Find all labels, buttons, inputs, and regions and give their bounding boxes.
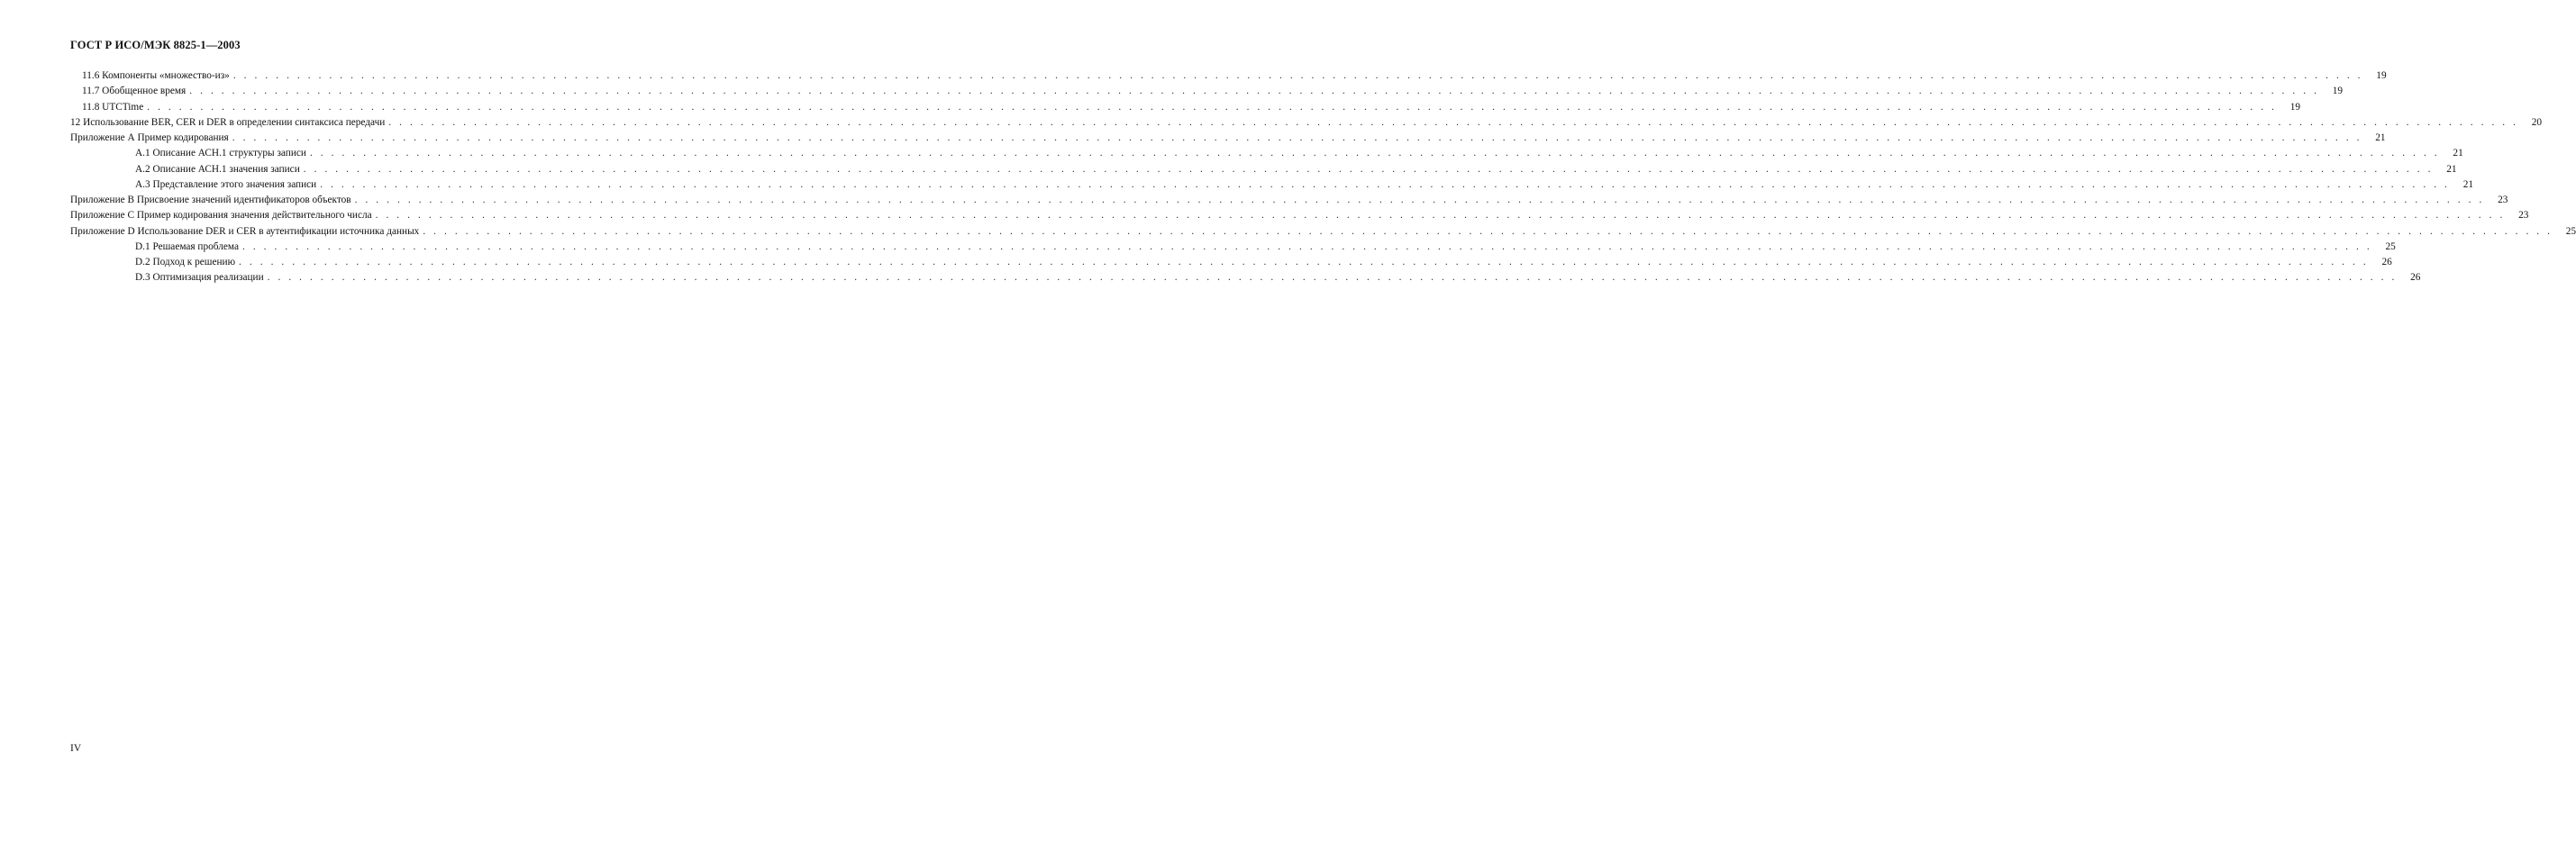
toc-entry-page: 23	[2518, 210, 2529, 222]
toc-entry	[70, 270, 2421, 286]
toc-dot-leader: . . . . . . . . . . . . . . . . . . . . . . . . . . . . . . . . . . . . . . . . . . . . . . . . . . . . . . . . . . . . . . . . . . . . . . . . . . . . . . . . . . . . . . . . . . . . . . . . . . . . . . . . . . . . . . . . . . . . . . . . . . . . . . . . . . . . . . . . . . . . . . . . . . . . . . . . . . . . . . . . . . . . . . . . . . . . . . . . . . . . . . . . . . . . . . . . . . . . . . . .	[267, 272, 2398, 284]
toc-entry-title: D.3 Оптимизация реализации	[135, 270, 268, 286]
toc-entry-page: 23	[2498, 195, 2508, 205]
toc-entry-page: 21	[2453, 148, 2463, 159]
toc-entry-page: 25	[2385, 240, 2396, 252]
toc-entry-title: D.2 Подход к решению	[135, 255, 239, 270]
toc-entry	[70, 68, 2387, 84]
page-header: ГОСТ Р ИСО/МЭК 8825-1—2003	[70, 39, 241, 51]
toc-dot-leader: . . . . . . . . . . . . . . . . . . . . . . . . . . . . . . . . . . . . . . . . . . . . . . . . . . . . . . . . . . . . . . . . . . . . . . . . . . . . . . . . . . . . . . . . . . . . . . . . . . . . . . . . . . . . . . . . . . . . . . . . . . . . . . . . . . . . . . . . . . . . . . . . . . . . . . . . . . . . . . . . . . . . . . . . . . . . . . . . . . . . . . . . . . . . . . . . . . . . . . . .	[309, 148, 2440, 159]
toc-dot-leader: . . . . . . . . . . . . . . . . . . . . . . . . . . . . . . . . . . . . . . . . . . . . . . . . . . . . . . . . . . . . . . . . . . . . . . . . . . . . . . . . . . . . . . . . . . . . . . . . . . . . . . . . . . . . . . . . . . . . . . . . . . . . . . . . . . . . . . . . . . . . . . . . . . . . . . . . . . . . . . . . . . . . . . . . . . . . . . . . . . . . . . . . . . . . . . . . . . . . . . . .	[354, 195, 2485, 205]
toc-entry-line	[70, 193, 2508, 208]
toc-entry-line	[135, 146, 2463, 161]
toc-entry-title: 11.7 Обобщенное время	[82, 84, 189, 99]
toc-dot-leader: . . . . . . . . . . . . . . . . . . . . . . . . . . . . . . . . . . . . . . . . . . . . . . . . . . . . . . . . . . . . . . . . . . . . . . . . . . . . . . . . . . . . . . . . . . . . . . . . . . . . . . . . . . . . . . . . . . . . . . . . . . . . . . . . . . . . . . . . . . . . . . . . . . . . . . . . . . . . . . . . . . . . . . . . . . . . . . . . . . . . . . . . . . . . . . . . . . . . . . . .	[423, 225, 2553, 237]
toc-entry-line	[70, 131, 2386, 146]
toc-entry-line	[70, 115, 2543, 131]
toc-entry-title: Приложение В Присвоение значений идентификаторов объектов	[70, 193, 355, 208]
toc-entry	[70, 84, 2344, 99]
toc-entry-page: 20	[2531, 116, 2543, 128]
toc-entry-line	[135, 270, 2421, 286]
toc-entry-line	[70, 208, 2529, 223]
toc-entry	[70, 177, 2473, 193]
table-of-contents	[70, 68, 2576, 286]
toc-entry	[70, 146, 2463, 161]
toc-entry-title: 11.8 UTCTime	[82, 100, 147, 115]
toc-entry	[70, 208, 2529, 223]
toc-entry-title: А.1 Описание АСН.1 структуры записи	[135, 146, 310, 161]
toc-entry	[70, 224, 2576, 240]
toc-entry-title: А.2 Описание АСН.1 значения записи	[135, 162, 304, 177]
toc-entry-page: 25	[2565, 225, 2576, 237]
toc-dot-leader: . . . . . . . . . . . . . . . . . . . . . . . . . . . . . . . . . . . . . . . . . . . . . . . . . . . . . . . . . . . . . . . . . . . . . . . . . . . . . . . . . . . . . . . . . . . . . . . . . . . . . . . . . . . . . . . . . . . . . . . . . . . . . . . . . . . . . . . . . . . . . . . . . . . . . . . . . . . . . . . . . . . . . . . . . . . . . . . . . . . . . . . . . . . . . . . . . . . . . . . .	[241, 240, 2372, 252]
toc-entry-title: 11.6 Компоненты «множество-из»	[82, 68, 233, 84]
toc-dot-leader: . . . . . . . . . . . . . . . . . . . . . . . . . . . . . . . . . . . . . . . . . . . . . . . . . . . . . . . . . . . . . . . . . . . . . . . . . . . . . . . . . . . . . . . . . . . . . . . . . . . . . . . . . . . . . . . . . . . . . . . . . . . . . . . . . . . . . . . . . . . . . . . . . . . . . . . . . . . . . . . . . . . . . . . . . . . . . . . . . . . . . . . . . . . . . . . . . . . . . . . .	[303, 163, 2434, 175]
toc-entry-page: 19	[2332, 86, 2344, 97]
toc-entry-page: 19	[2289, 101, 2300, 113]
toc-entry-title: Приложение А Пример кодирования	[70, 131, 232, 146]
toc-dot-leader: . . . . . . . . . . . . . . . . . . . . . . . . . . . . . . . . . . . . . . . . . . . . . . . . . . . . . . . . . . . . . . . . . . . . . . . . . . . . . . . . . . . . . . . . . . . . . . . . . . . . . . . . . . . . . . . . . . . . . . . . . . . . . . . . . . . . . . . . . . . . . . . . . . . . . . . . . . . . . . . . . . . . . . . . . . . . . . . . . . . . . . . . . . . . . . . . . . . . . . . .	[388, 116, 2519, 128]
toc-entry-line	[82, 68, 2387, 84]
toc-entry	[70, 193, 2508, 208]
toc-entry-line	[135, 177, 2473, 193]
toc-entry-line	[82, 100, 2300, 115]
toc-entry-page: 26	[2381, 257, 2392, 267]
toc-entry-title: D.1 Решаемая проблема	[135, 240, 242, 255]
toc-entry-title: Приложение D Использование DER и CER в аутентификации источника данных	[70, 224, 423, 240]
toc-entry	[70, 115, 2543, 131]
toc-entry-page: 21	[2375, 132, 2386, 143]
toc-entry-line	[70, 224, 2576, 240]
page-number: IV	[70, 743, 82, 754]
toc-dot-leader: . . . . . . . . . . . . . . . . . . . . . . . . . . . . . . . . . . . . . . . . . . . . . . . . . . . . . . . . . . . . . . . . . . . . . . . . . . . . . . . . . . . . . . . . . . . . . . . . . . . . . . . . . . . . . . . . . . . . . . . . . . . . . . . . . . . . . . . . . . . . . . . . . . . . . . . . . . . . . . . . . . . . . . . . . . . . . . . . . . . . . . . . . . . . . . . . . . . . . . . .	[375, 210, 2506, 222]
toc-entry	[70, 100, 2300, 115]
toc-dot-leader: . . . . . . . . . . . . . . . . . . . . . . . . . . . . . . . . . . . . . . . . . . . . . . . . . . . . . . . . . . . . . . . . . . . . . . . . . . . . . . . . . . . . . . . . . . . . . . . . . . . . . . . . . . . . . . . . . . . . . . . . . . . . . . . . . . . . . . . . . . . . . . . . . . . . . . . . . . . . . . . . . . . . . . . . . . . . . . . . . . . . . . . . . . . . . . . . . . . . . . . .	[147, 101, 2277, 113]
toc-dot-leader: . . . . . . . . . . . . . . . . . . . . . . . . . . . . . . . . . . . . . . . . . . . . . . . . . . . . . . . . . . . . . . . . . . . . . . . . . . . . . . . . . . . . . . . . . . . . . . . . . . . . . . . . . . . . . . . . . . . . . . . . . . . . . . . . . . . . . . . . . . . . . . . . . . . . . . . . . . . . . . . . . . . . . . . . . . . . . . . . . . . . . . . . . . . . . . . . . . . . . . . .	[232, 70, 2363, 81]
toc-entry	[70, 255, 2392, 270]
toc-dot-leader: . . . . . . . . . . . . . . . . . . . . . . . . . . . . . . . . . . . . . . . . . . . . . . . . . . . . . . . . . . . . . . . . . . . . . . . . . . . . . . . . . . . . . . . . . . . . . . . . . . . . . . . . . . . . . . . . . . . . . . . . . . . . . . . . . . . . . . . . . . . . . . . . . . . . . . . . . . . . . . . . . . . . . . . . . . . . . . . . . . . . . . . . . . . . . . . . . . . . . . . .	[239, 257, 2369, 267]
toc-entry-line	[82, 84, 2344, 99]
toc-dot-leader: . . . . . . . . . . . . . . . . . . . . . . . . . . . . . . . . . . . . . . . . . . . . . . . . . . . . . . . . . . . . . . . . . . . . . . . . . . . . . . . . . . . . . . . . . . . . . . . . . . . . . . . . . . . . . . . . . . . . . . . . . . . . . . . . . . . . . . . . . . . . . . . . . . . . . . . . . . . . . . . . . . . . . . . . . . . . . . . . . . . . . . . . . . . . . . . . . . . . . . . .	[189, 86, 2320, 97]
toc-dot-leader: . . . . . . . . . . . . . . . . . . . . . . . . . . . . . . . . . . . . . . . . . . . . . . . . . . . . . . . . . . . . . . . . . . . . . . . . . . . . . . . . . . . . . . . . . . . . . . . . . . . . . . . . . . . . . . . . . . . . . . . . . . . . . . . . . . . . . . . . . . . . . . . . . . . . . . . . . . . . . . . . . . . . . . . . . . . . . . . . . . . . . . . . . . . . . . . . . . . . . . . .	[320, 178, 2450, 190]
toc-entry-page: 26	[2410, 272, 2421, 284]
toc-dot-leader: . . . . . . . . . . . . . . . . . . . . . . . . . . . . . . . . . . . . . . . . . . . . . . . . . . . . . . . . . . . . . . . . . . . . . . . . . . . . . . . . . . . . . . . . . . . . . . . . . . . . . . . . . . . . . . . . . . . . . . . . . . . . . . . . . . . . . . . . . . . . . . . . . . . . . . . . . . . . . . . . . . . . . . . . . . . . . . . . . . . . . . . . . . . . . . . . . . . . . . . .	[232, 132, 2362, 143]
toc-entry-title: Приложение С Пример кодирования значения действительного числа	[70, 208, 376, 223]
toc-entry-page: 19	[2376, 70, 2387, 81]
toc-entry	[70, 240, 2396, 255]
toc-entry	[70, 162, 2457, 177]
toc-entry-title: А.3 Представление этого значения записи	[135, 177, 320, 193]
toc-entry-page: 21	[2446, 163, 2457, 175]
toc-entry-line	[135, 162, 2457, 177]
toc-entry	[70, 131, 2386, 146]
toc-entry-line	[135, 240, 2396, 255]
toc-entry-line	[135, 255, 2392, 270]
toc-entry-page: 21	[2462, 178, 2473, 190]
toc-entry-title: 12 Использование BER, CER и DER в определении синтаксиса передачи	[70, 115, 388, 131]
